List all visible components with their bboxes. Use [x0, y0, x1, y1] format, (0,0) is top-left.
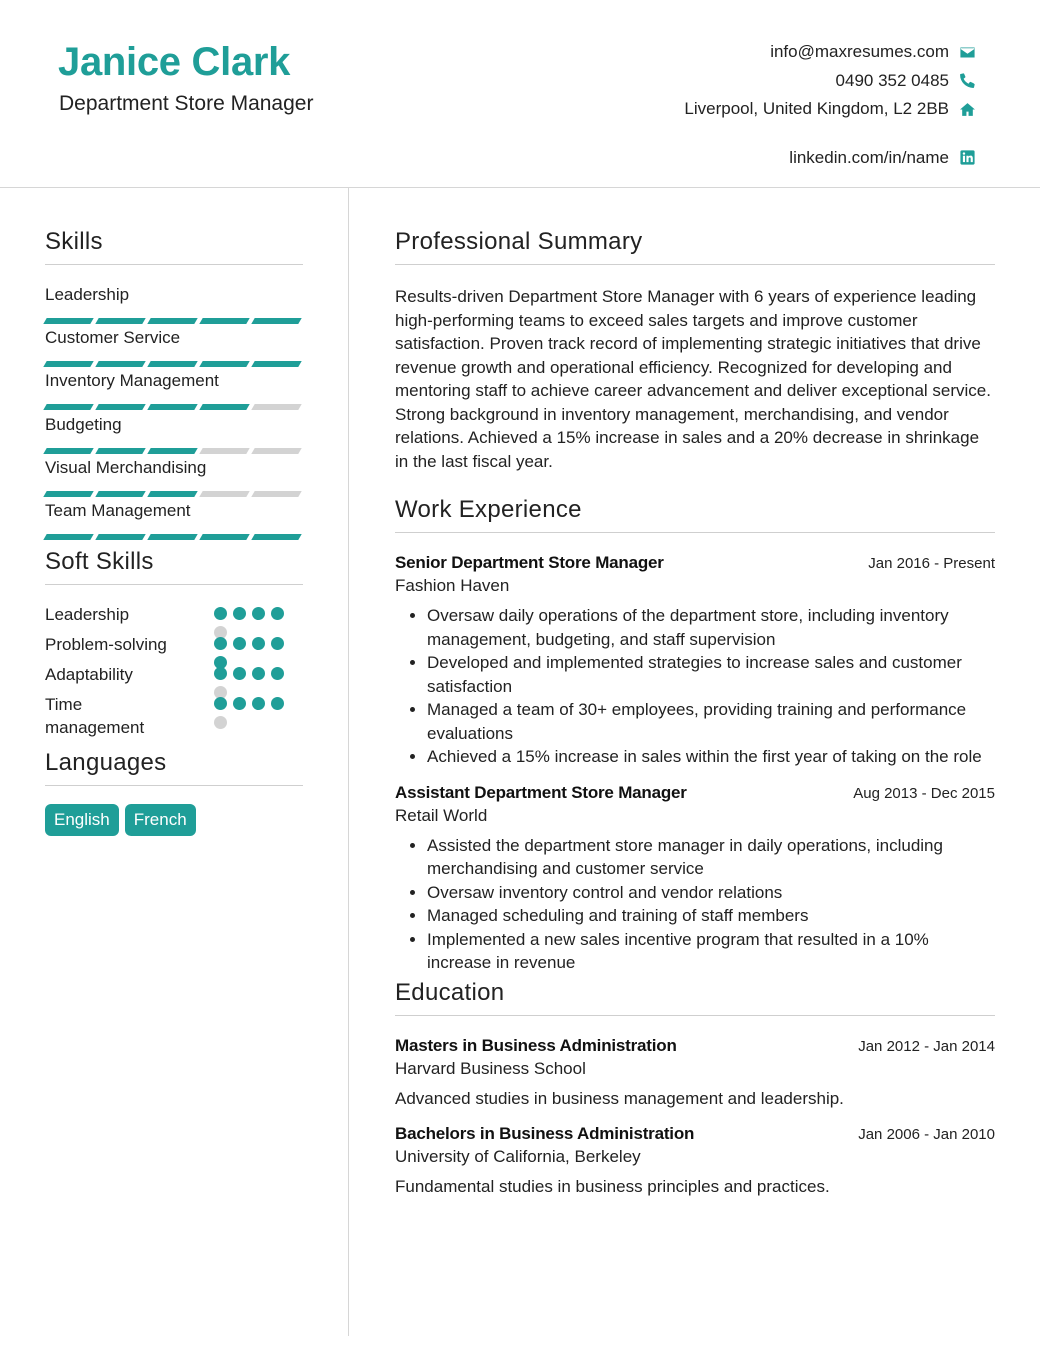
- soft-skill-item: [45, 663, 303, 693]
- contact-phone[interactable]: [684, 67, 976, 96]
- summary-text: Results-driven Department Store Manager with 6 years of experience leading high-performing teams to exceed sales targets and improve customer satisfaction. Proven track record of implementing strategic initiatives that drive revenue growth and operational efficiency. Recognized for developing and mentoring staff to achieve career advancement and deliver exceptional service. Strong background in inventory management, merchandising, and vendor relations. Achieved a 15% increase in sales and a 20% decrease in shrinkage in the last fiscal year.: [395, 287, 991, 471]
- skill-rating-bar: [45, 361, 303, 367]
- rating-segment-filled: [147, 534, 197, 540]
- skills-section: [45, 228, 303, 544]
- soft-skill-label: Adaptability: [45, 665, 133, 685]
- job-bullet: • Implemented a new sales incentive program that resulted in a 10% increase in revenue: [427, 928, 995, 975]
- job-bullet: • Oversaw inventory control and vendor relations: [427, 881, 995, 905]
- job-title: Assistant Department Store Manager: [395, 782, 687, 802]
- rating-dot-filled: [271, 607, 284, 620]
- rating-segment-filled: [95, 491, 145, 497]
- contact-linkedin[interactable]: [684, 144, 976, 173]
- rating-dot-filled: [252, 607, 265, 620]
- rating-segment-filled: [43, 448, 93, 454]
- rating-dot-filled: [233, 607, 246, 620]
- rating-segment-filled: [95, 448, 145, 454]
- contact-address: [684, 95, 976, 124]
- soft-skill-label: Time management: [45, 695, 145, 738]
- candidate-name: Janice Clark: [58, 40, 291, 84]
- rating-segment-filled: [43, 534, 93, 540]
- right-column: [395, 228, 995, 1199]
- rating-segment-filled: [43, 318, 93, 324]
- rating-dot-filled: [271, 637, 284, 650]
- phone-icon: [958, 72, 976, 90]
- rating-segment-filled: [251, 318, 301, 324]
- envelope-icon: [958, 43, 976, 61]
- job-bullet: • Assisted the department store manager in daily operations, including merchandising and customer service: [427, 834, 995, 881]
- rating-dot-filled: [214, 607, 227, 620]
- summary-heading: Professional Summary: [395, 228, 995, 265]
- language-tag-french: French: [125, 804, 196, 836]
- contact-info: [684, 38, 976, 172]
- skills-heading: Skills: [45, 228, 303, 265]
- column-divider: [348, 188, 349, 1336]
- skill-item: [45, 458, 303, 501]
- education-heading: Education: [395, 979, 995, 1016]
- rating-dot-filled: [252, 667, 265, 680]
- soft-skill-label: Leadership: [45, 605, 130, 625]
- degree-date: Jan 2012 - Jan 2014: [858, 1037, 995, 1055]
- skill-rating-bar: [45, 404, 303, 410]
- job-date: Aug 2013 - Dec 2015: [853, 784, 995, 802]
- rating-dot-filled: [214, 667, 227, 680]
- language-tag-english: English: [45, 804, 119, 836]
- rating-segment-filled: [95, 534, 145, 540]
- rating-segment-filled: [199, 534, 249, 540]
- rating-dot-filled: [271, 697, 284, 710]
- degree-description: Fundamental studies in business principles and practices.: [395, 1177, 830, 1196]
- rating-segment-filled: [147, 361, 197, 367]
- rating-segment-filled: [199, 361, 249, 367]
- job-bullets: [395, 834, 995, 975]
- skill-label: Customer Service: [45, 328, 181, 348]
- job-bullet: • Achieved a 15% increase in sales within the first year of taking on the role: [427, 745, 995, 769]
- soft-skill-item: [45, 693, 303, 741]
- rating-segment-filled: [43, 491, 93, 497]
- job-date: Jan 2016 - Present: [868, 555, 995, 572]
- job-bullet: • Managed scheduling and training of staff members: [427, 904, 995, 928]
- education-entry: [395, 1124, 995, 1199]
- education-entry: [395, 1036, 995, 1111]
- soft-skills-section: [45, 548, 303, 741]
- skill-label: Budgeting: [45, 414, 122, 434]
- skill-item: [45, 501, 303, 544]
- rating-dot-filled: [271, 667, 284, 680]
- skill-item: [45, 415, 303, 458]
- rating-segment-empty: [251, 491, 301, 497]
- rating-segment-filled: [95, 404, 145, 410]
- job-entry: [395, 783, 995, 975]
- rating-segment-empty: [199, 448, 249, 454]
- job-title: Senior Department Store Manager: [395, 553, 664, 572]
- school-name: Harvard Business School: [395, 1058, 586, 1078]
- rating-segment-filled: [147, 491, 197, 497]
- rating-segment-filled: [251, 534, 301, 540]
- rating-segment-filled: [95, 361, 145, 367]
- address-text: Liverpool, United Kingdom, L2 2BB: [684, 99, 949, 119]
- home-icon: [958, 100, 976, 118]
- rating-segment-filled: [147, 448, 197, 454]
- job-bullet: • Developed and implemented strategies to increase sales and customer satisfaction: [427, 651, 995, 698]
- summary-section: [395, 228, 995, 473]
- skill-rating-bar: [45, 491, 303, 497]
- candidate-title: Department Store Manager: [59, 92, 314, 115]
- rating-segment-empty: [251, 448, 301, 454]
- rating-dot-filled: [233, 637, 246, 650]
- rating-dot-filled: [252, 697, 265, 710]
- job-bullet: • Oversaw daily operations of the department store, including inventory management, budgeting, and staff supervision: [427, 604, 995, 651]
- rating-dot-filled: [252, 637, 265, 650]
- rating-segment-empty: [199, 491, 249, 497]
- left-column: [45, 228, 303, 836]
- skills-list: [45, 285, 303, 544]
- rating-segment-filled: [251, 361, 301, 367]
- degree-title: Bachelors in Business Administration: [395, 1124, 695, 1143]
- contact-email[interactable]: [684, 38, 976, 67]
- languages-section: [45, 749, 303, 836]
- soft-skill-label: Problem-solving: [45, 635, 167, 655]
- rating-dot-filled: [214, 637, 227, 650]
- rating-segment-empty: [251, 404, 301, 410]
- language-list: [45, 804, 303, 836]
- rating-segment-filled: [199, 318, 249, 324]
- work-experience-heading: Work Experience: [395, 496, 995, 533]
- job-company: Retail World: [395, 805, 488, 825]
- degree-description: Advanced studies in business management and leadership.: [395, 1088, 844, 1108]
- rating-segment-filled: [147, 318, 197, 324]
- degree-date: Jan 2006 - Jan 2010: [858, 1126, 995, 1143]
- education-section: [395, 979, 995, 1199]
- linkedin-icon: [958, 149, 976, 167]
- job-entry: [395, 553, 995, 769]
- skill-label: Inventory Management: [45, 371, 219, 391]
- skill-item: [45, 328, 303, 371]
- rating-dot-empty: [214, 716, 227, 729]
- job-bullet: • Managed a team of 30+ employees, providing training and performance evaluations: [427, 698, 995, 745]
- degree-title: Masters in Business Administration: [395, 1035, 677, 1055]
- skill-item: [45, 285, 303, 328]
- soft-skills-heading: Soft Skills: [45, 548, 303, 585]
- rating-segment-filled: [147, 404, 197, 410]
- job-bullets: [395, 604, 995, 769]
- skill-label: Leadership: [45, 285, 130, 304]
- soft-skill-item: [45, 633, 303, 663]
- rating-dot-filled: [233, 697, 246, 710]
- rating-dot-filled: [233, 667, 246, 680]
- rating-segment-filled: [43, 361, 93, 367]
- job-company: Fashion Haven: [395, 576, 510, 595]
- skill-label: Visual Merchandising: [45, 457, 207, 477]
- skill-label: Team Management: [45, 500, 191, 520]
- resume-header: [0, 0, 1040, 188]
- rating-segment-filled: [43, 404, 93, 410]
- soft-skill-item: [45, 603, 303, 633]
- linkedin-text: linkedin.com/in/name: [789, 147, 949, 167]
- phone-text: 0490 352 0485: [835, 70, 949, 90]
- languages-heading: Languages: [45, 749, 303, 786]
- rating-dot-filled: [214, 697, 227, 710]
- skill-rating-bar: [45, 534, 303, 540]
- skill-rating-bar: [45, 448, 303, 454]
- email-text: info@maxresumes.com: [770, 42, 949, 62]
- work-experience-section: [395, 496, 995, 975]
- rating-segment-filled: [199, 404, 249, 410]
- school-name: University of California, Berkeley: [395, 1147, 641, 1166]
- skill-item: [45, 371, 303, 414]
- rating-segment-filled: [95, 318, 145, 324]
- skill-rating-bar: [45, 318, 303, 324]
